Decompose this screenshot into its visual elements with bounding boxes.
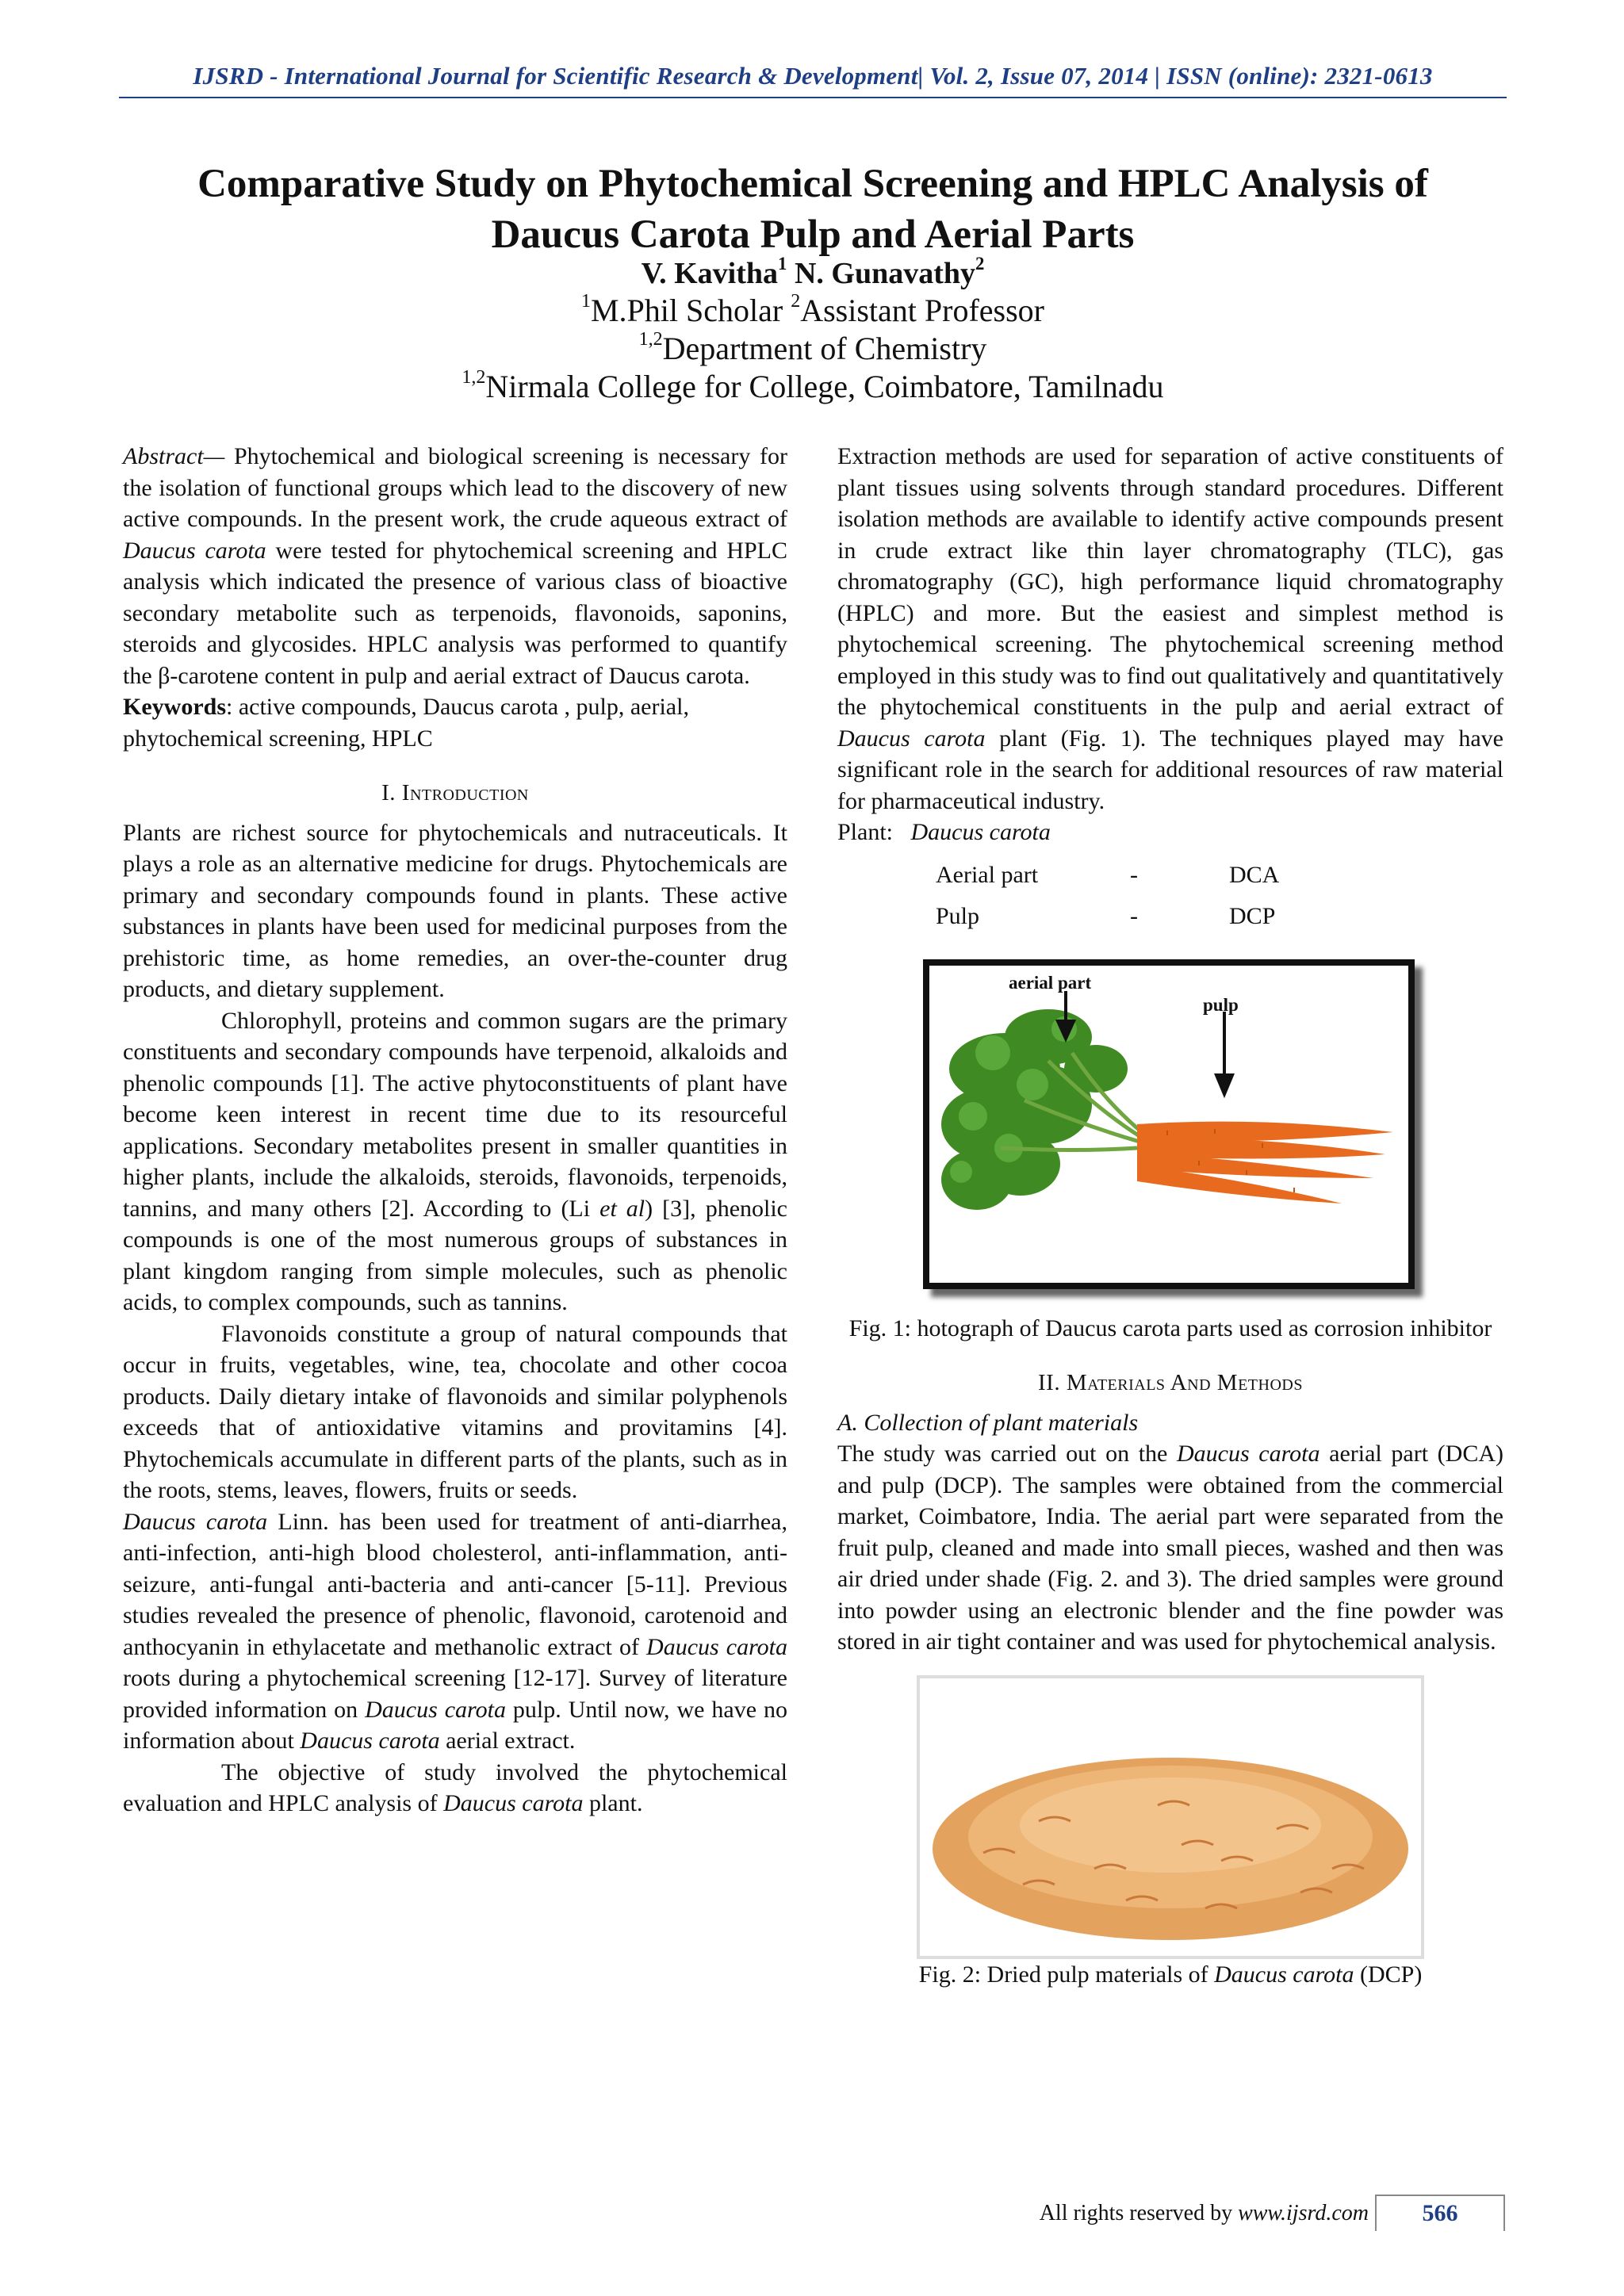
carrot-illustration [929,966,1408,1283]
title-line-2: Daucus Carota Pulp and Aerial Parts [491,212,1135,257]
figure-1-carrot-photo [923,959,1415,1289]
figure-2-caption: Fig. 2: Dried pulp materials of Daucus carota (DCP) [918,1961,1423,1988]
author-names [119,255,1507,292]
author-1-sup: 1 [778,253,787,274]
author-2-sup: 2 [975,253,985,274]
paper-title [119,159,1507,260]
role-1: M.Phil Scholar [590,293,791,328]
plant-parts-table [936,855,1279,937]
intro-paragraph-2: Chlorophyll, proteins and common sugars are the primary constituents and secondary compounds have terpenoid, alkaloids and phenolic compounds [1]. The active phytoconstituents of plant have become keen interest in recent time due to its resourceful applications. Secondary metabolites present in smaller quantities in higher plants, include the alkaloids, steroids, flavonoids, terpenoids, tannins, and many others [2]. According to (Li et al) [3], phenolic compounds is one of the most numerous groups of substances in plant kingdom ranging from simple molecules, such as phenolic acids, to complex compounds, such as tannins. [123,1007,787,1315]
intro-paragraph-3: Flavonoids constitute a group of natural compounds that occur in fruits, vegetables, wine, tea, chocolate and other cocoa products. Daily dietary intake of flavonoids and similar polyphenols exceeds that of antioxidative vitamins and provitamins [4]. Phytochemicals accumulate in different parts of the plants, such as in the roots, stems, leaves, flowers, fruits or seeds. [123,1320,787,1503]
intro-paragraph-5: The objective of study involved the phytochemical evaluation and HPLC analysis of Daucus carota plant. [123,1758,787,1816]
page-number: 566 [1375,2195,1505,2231]
section-heading-introduction: I. Introduction [381,780,529,806]
author-block [119,255,1507,406]
title-line-1: Comparative Study on Phytochemical Screening and HPLC Analysis of [197,162,1428,206]
copyright-notice: All rights reserved by www.ijsrd.com [1039,2201,1369,2225]
extraction-paragraph: Extraction methods are used for separation of active constituents of plant tissues using solvents through standard procedures. Different isolation methods are available to identify active compounds present in crude extract like thin layer chromatography (TLC), gas chromatography (GC), high performance liquid chromatography (HPLC) and more. But the easiest and simplest method is phytochemical screening. The phytochemical screening method employed in this study was to find out qualitatively and quantitatively the phytochemical constituents in the pulp and aerial extract of Daucus carota plant (Fig. 1). The techniques played may have significant role in the search for additional resources of raw material for pharmaceutical industry. [837,443,1503,814]
table-row: Aerial part - DCA [936,861,1280,888]
intro-paragraph-4: Daucus carota Linn. has been used for treatment of anti-diarrhea, anti-infection, anti-high blood cholesterol, anti-inflammation, anti-seizure, anti-fungal anti-bacteria and anti-cancer [5-11]. Previous studies revealed the presence of phenolic, flavonoid, carotenoid and anthocyanin in ethylacetate and methanolic extract of Daucus carota roots during a phytochemical screening [12-17]. Survey of literature provided information on Daucus carota pulp. Until now, we have no information about Daucus carota aerial extract. [123,1508,788,1754]
role-2: Assistant Professor [800,293,1044,328]
department: $^{1,2}$Department of Chemistry [638,329,987,366]
left-column [123,441,787,1820]
site-link[interactable]: www.ijsrd.com [1238,2201,1369,2225]
methods-paragraph: The study was carried out on the Daucus carota aerial part (DCA) and pulp (DCP). The samples were obtained from the commercial market, Coimbatore, India. The aerial part were separated from the fruit pulp, cleaned and made into small pieces, washed and then was air dried under shade (Fig. 2. and 3). The dried samples were ground into powder using an electronic blender and the fine powder was stored in air tight container and was used for phytochemical analysis. [837,1441,1503,1655]
fig1-label-aerial-part: aerial part [1009,972,1092,993]
abstract-label: Abstract— [123,443,225,469]
figure-2-dried-pulp-photo [917,1675,1424,1959]
page-footer [950,2195,1505,2234]
keywords-label: Keywords [123,694,226,720]
subsection-collection: A. Collection of plant materials [837,1409,1139,1436]
section-heading-methods: II. Materials And Methods [1038,1370,1303,1395]
intro-paragraph-1: Plants are richest source for phytochemicals and nutraceuticals. It plays a role as an alternative medicine for drugs. Phytochemicals are primary and secondary compounds found in plants. These active substances in plants have been used for medicinal purposes from the prehistoric time, as home remedies, an over-the-counter drug products, and dietary supplement. [123,819,787,1002]
fig1-label-pulp: pulp [1203,994,1239,1015]
author-2: N. Gunavathy [794,257,975,290]
right-column [837,441,1503,1990]
affiliation: $^{1,2}$Nirmala College for College, Coimbatore, Tamilnadu [462,367,1164,404]
plant-name: Daucus carota [910,819,1051,845]
keywords: Keywords: active compounds, Daucus carota , pulp, aerial, phytochemical screening, HPLC [123,694,689,752]
table-row: Pulp - DCP [936,902,1276,929]
journal-header: IJSRD - International Journal for Scientific Research & Development| Vol. 2, Issue 07, 2014 | ISSN (online): 2321-0613 [193,62,1433,90]
plant-label: Plant: [837,819,894,845]
plant-line [837,817,1503,848]
author-1: V. Kavitha [641,257,779,290]
author-roles: $^1$M.Phil Scholar $^2$Assistant Professor [580,291,1044,328]
abstract: Abstract— Phytochemical and biological screening is necessary for the isolation of functional groups which lead to the discovery of new active compounds. In the present work, the crude aqueous extract of Daucus carota were tested for phytochemical screening and HPLC analysis which indicated the presence of various class of bioactive secondary metabolite such as terpenoids, flavonoids, saponins, steroids and glycosides. HPLC analysis was performed to quantify the β-carotene content in pulp and aerial extract of Daucus carota. [123,443,787,689]
header-rule [119,97,1507,98]
dried-pulp-illustration [920,1678,1421,1956]
figure-1-caption: Fig. 1: hotograph of Daucus carota parts used as corrosion inhibitor [848,1314,1492,1341]
